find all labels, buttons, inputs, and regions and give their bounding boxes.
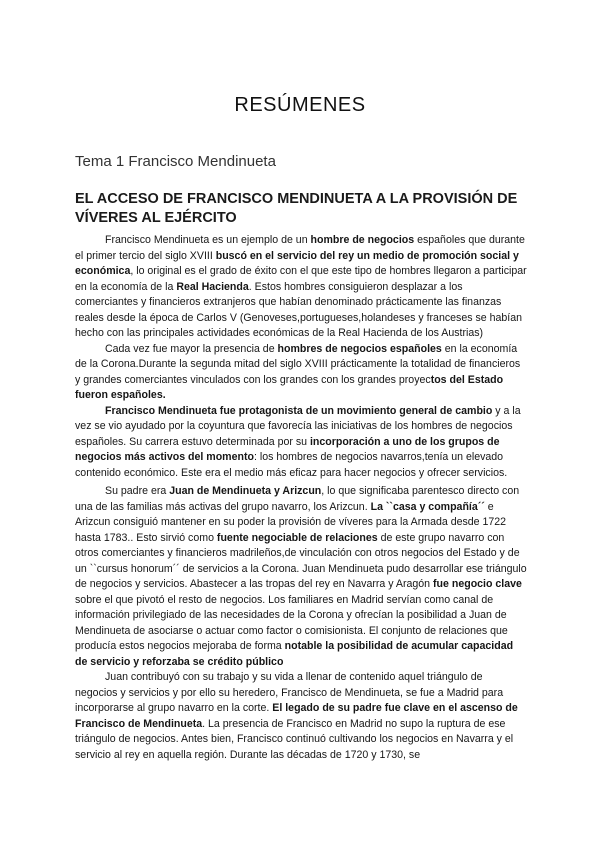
bold-text-run: Real Hacienda: [176, 280, 249, 293]
bold-text-run: Francisco Mendinueta fue protagonista de un movimiento general de cambio: [105, 404, 493, 417]
paragraph: [75, 404, 527, 482]
text-run: sobre el que pivotó el resto de negocios. Los familiares en Madrid servían como canal de información privilegiado de las necesidades de la Corona y ofrecían la posibilidad a Juan de Mendinueta de asociarse o actuar como factor o comisionista. El conjunto de relaciones que producía estos negocios mejoraba de forma: [75, 593, 508, 652]
text-run: , lo que significaba parentesco directo con una de las familias más activas del grupo navarro, los Arizcun.: [75, 485, 520, 513]
text-run: españoles que durante el primer tercio del siglo XVIII: [75, 234, 525, 262]
bold-text-run: incorporación a uno de los grupos de negocios más activos del momento: [75, 435, 500, 463]
bold-text-run: Juan de Mendinueta y Arizcun: [169, 485, 322, 497]
bold-text-run: hombres de negocios españoles: [277, 342, 442, 355]
text-run: , lo original es el grado de éxito con el que este tipo de hombres llegaron a participar en la economía de la: [75, 265, 527, 293]
bold-text-run: tos del Estado fueron españoles.: [75, 373, 504, 401]
bold-text-run: La ``casa y compañía´´: [370, 500, 485, 513]
bold-text-run: buscó en el servicio del rey un medio de promoción social y económica: [75, 249, 519, 277]
text-run: Cada vez fue mayor la presencia de: [105, 342, 278, 355]
text-run: en la economía de la Corona.Durante la segunda mitad del siglo XVIII prácticamente la totalidad de financieros y grandes comerciantes vinculados con los grandes con los grandes proyec: [75, 342, 521, 386]
text-run: . Estos hombres consiguieron desplazar a los comerciantes y financieros extranjeros que habían denominado prácticamente las finanzas reales desde la época de Carlos V (Genoveses,portugueses,holandeses y franceses se habían hecho con las principales actividades económicas de la Real Hacienda de los Austrias): [75, 280, 522, 339]
bold-text-run: El legado de su padre fue clave en el ascenso de Francisco de Mendinueta: [75, 702, 518, 730]
bold-text-run: notable la posibilidad de acumular capacidad de servicio y reforzaba se crédito público: [75, 640, 514, 668]
main-title: RESÚMENES: [234, 94, 366, 116]
topic-subtitle: Tema 1 Francisco Mendinueta: [75, 153, 276, 170]
bold-text-run: fuente negociable de relaciones: [216, 531, 378, 544]
paragraph: [75, 233, 527, 342]
text-run: Francisco Mendinueta es un ejemplo de un: [105, 234, 311, 246]
bold-text-run: hombre de negocios: [310, 234, 415, 246]
text-run: Juan contribuyó con su trabajo y su vida a llenar de contenido aquel triángulo de negocios y servicios y por ello su heredero, Francisco de Mendinueta, se fue a Madrid para incorporarse al grupo navarro en la corte.: [75, 671, 504, 714]
section-title: EL ACCESO DE FRANCISCO MENDINUETA A LA PROVISIÓN DE VÍVERES AL EJÉRCITO: [75, 191, 518, 226]
paragraph: [75, 670, 527, 763]
paragraph: [75, 342, 527, 404]
bold-text-run: fue negocio clave: [433, 578, 522, 590]
text-run: . La presencia de Francisco en Madrid no supo la ruptura de ese triángulo de negocios. Antes bien, Francisco continuó cultivando los negocios en Navarra y el servicio al rey en aquella región. Durante las décadas de 1720 y 1730, se: [75, 717, 514, 761]
paragraph: [75, 484, 527, 670]
text-run: : los hombres de negocios navarros,tenía un elevado contenido económico. Este era el medio más eficaz para hacer negocios y ofrecer servicios.: [75, 451, 508, 479]
body-text: [75, 233, 527, 763]
text-run: e Arizcun consiguió mantener en su poder la provisión de víveres para la Armada desde 1722 hasta 1783.. Esto sirvió como: [75, 500, 507, 544]
text-run: Su padre era: [105, 485, 170, 497]
text-run: de este grupo navarro con otros comerciantes y financieros madrileños,de vinculación con otros negocios del Estado y de un ``cursus honorum´´ de servicios a la Corona. Juan Mendinueta pudo desarrollar ese triángulo de negocios y servicios. Abastecer a las tropas del rey en Navarra y Aragón: [75, 531, 527, 590]
text-run: y a la vez se vio ayudado por la coyuntura que favorecía las iniciativas de los hombres de negocios españoles. Su carrera estuvo determinada por su: [75, 404, 521, 448]
